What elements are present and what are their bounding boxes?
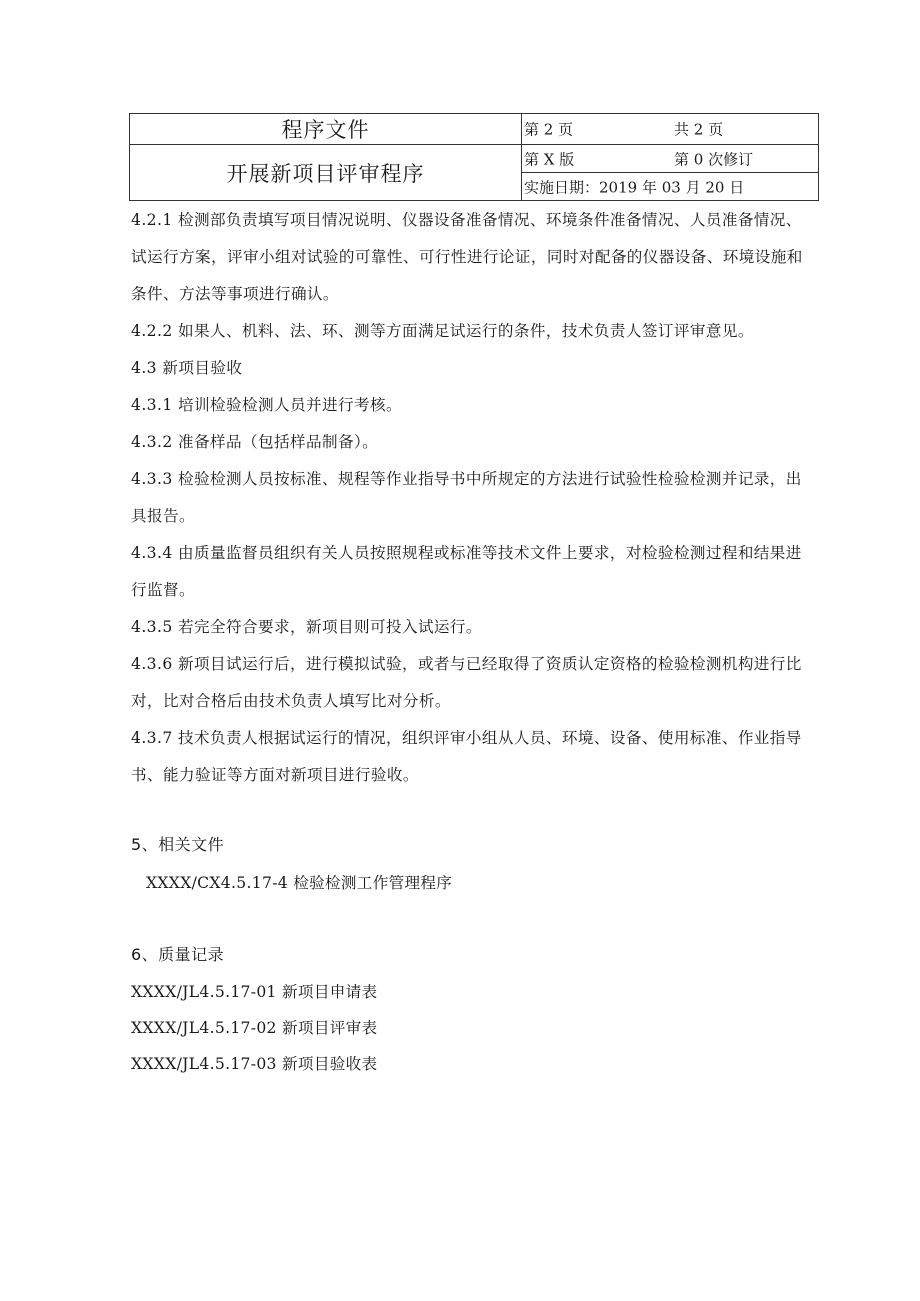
paragraph-4-3-7: 4.3.7 技术负责人根据试运行的情况，组织评审小组从人员、环境、设备、使用标准、作业指导书、能力验证等方面对新项目进行验收。 — [131, 729, 802, 784]
body-paragraphs — [131, 202, 811, 794]
version-info-cell — [522, 145, 819, 173]
doc-type-cell — [130, 114, 522, 145]
paragraph-4-3-3: 4.3.3 检验检测人员按标准、规程等作业指导书中所规定的方法进行试验性检验检测并记录，出具报告。 — [131, 470, 802, 525]
quality-record-item: XXXX/JL4.5.17-03 新项目验收表 — [131, 1055, 378, 1073]
document-header-table — [129, 113, 819, 201]
page-total: 共 2 页 — [674, 120, 724, 139]
paragraph-4-3-6: 4.3.6 新项目试运行后，进行模拟试验，或者与已经取得了资质认定资格的检验检测机构进行比对，比对合格后由技术负责人填写比对分析。 — [131, 655, 802, 710]
paragraph-4-3-1: 4.3.1 培训检验检测人员并进行考核。 — [131, 396, 402, 414]
version: 第 X 版 — [524, 150, 575, 168]
section-5-heading: 5、相关文件 — [131, 835, 225, 854]
effective-date: 实施日期：2019 年 03 月 20 日 — [524, 178, 745, 196]
paragraph-4-3-5: 4.3.5 若完全符合要求，新项目则可投入试运行。 — [131, 618, 482, 636]
quality-record-item: XXXX/JL4.5.17-01 新项目申请表 — [131, 983, 378, 1001]
related-document-item: XXXX/CX4.5.17-4 检验检测工作管理程序 — [146, 874, 453, 892]
section-6-heading: 6、质量记录 — [131, 945, 225, 964]
paragraph-4-3-2: 4.3.2 准备样品（包括样品制备）。 — [131, 433, 379, 451]
page-info-cell — [522, 114, 819, 145]
paragraph-4-2-2: 4.2.2 如果人、机料、法、环、测等方面满足试运行的条件，技术负责人签订评审意见。 — [131, 322, 754, 340]
paragraph-4-3-4: 4.3.4 由质量监督员组织有关人员按照规程或标准等技术文件上要求，对检验检测过程和结果进行监督。 — [131, 544, 802, 599]
page-current: 第 2 页 — [524, 120, 574, 139]
doc-title: 开展新项目评审程序 — [226, 161, 425, 186]
paragraph-4-2-1: 4.2.1 检测部负责填写项目情况说明、仪器设备准备情况、环境条件准备情况、人员准备情况、试运行方案，评审小组对试验的可靠性、可行性进行论证，同时对配备的仪器设备、环境设施和条件、方法等事项进行确认。 — [131, 211, 803, 303]
doc-type: 程序文件 — [281, 118, 370, 142]
paragraph-4-3: 4.3 新项目验收 — [131, 359, 243, 377]
revision: 第 0 次修订 — [674, 150, 754, 168]
doc-title-cell — [130, 145, 522, 201]
quality-record-item: XXXX/JL4.5.17-02 新项目评审表 — [131, 1019, 378, 1037]
date-info-cell — [522, 173, 819, 201]
